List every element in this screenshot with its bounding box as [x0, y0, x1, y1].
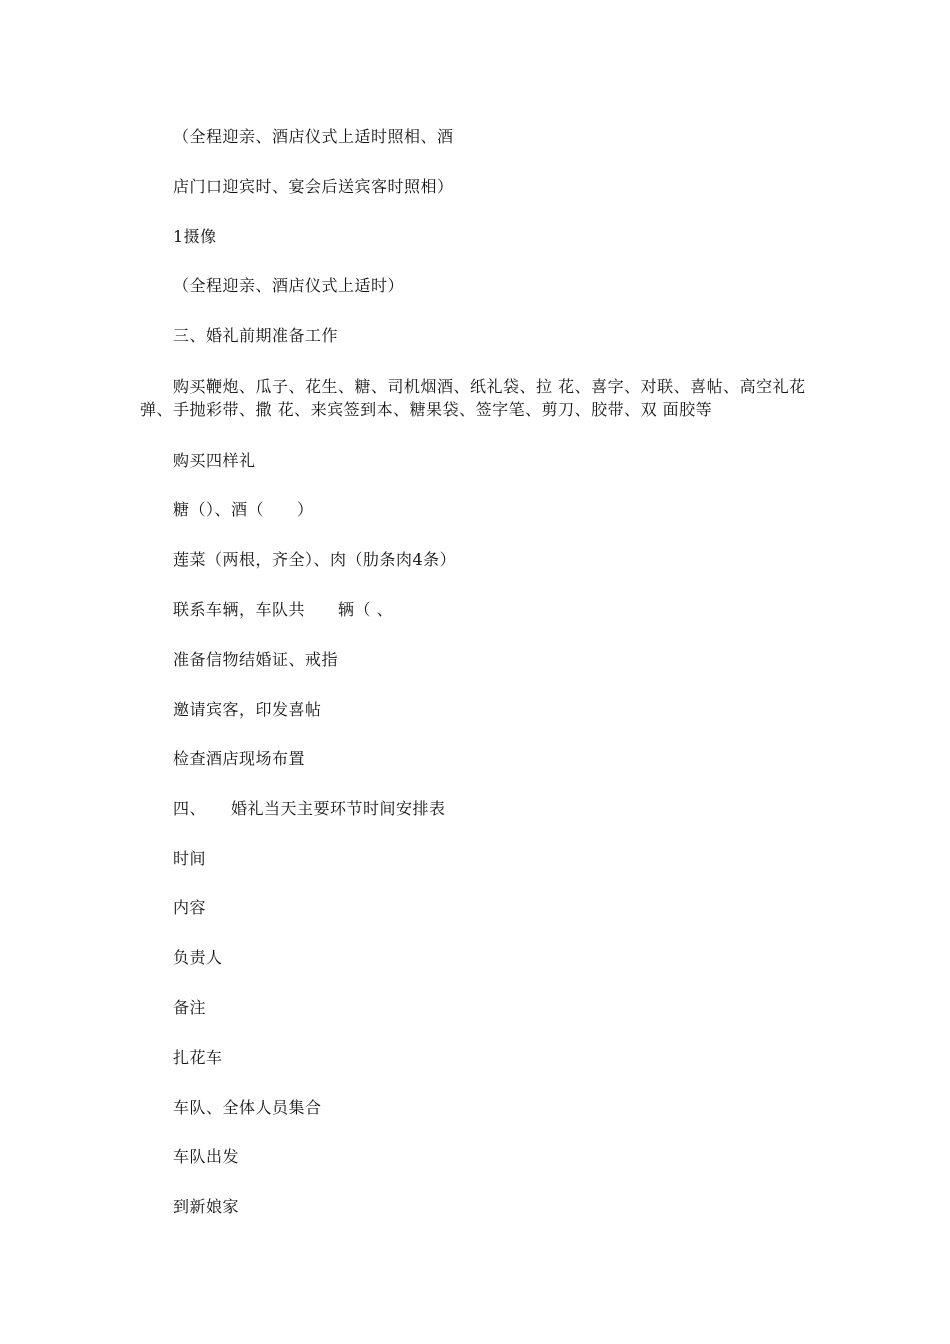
- text-line: 糖（）、酒（ ）: [173, 500, 314, 519]
- section-heading: 三、婚礼前期准备工作: [173, 326, 339, 345]
- text-line: 购买四样礼: [173, 451, 256, 470]
- text-line: （全程迎亲、酒店仪式上适时）: [173, 276, 405, 295]
- table-cell: 车队出发: [173, 1147, 240, 1166]
- table-cell: 扎花车: [173, 1048, 223, 1067]
- text-line: 店门口迎宾时、宴会后送宾客时照相）: [173, 177, 454, 196]
- table-cell: 到新娘家: [173, 1197, 240, 1216]
- text-line: 1摄像: [173, 227, 217, 246]
- table-header-cell: 内容: [173, 898, 207, 917]
- paragraph-text: 购买鞭炮、瓜子、花生、糖、司机烟酒、纸礼袋、拉 花、喜字、对联、喜帖、高空礼花弹、手抛彩带、撒 花、来宾签到本、糖果袋、签字笔、剪刀、胶带、双 面胶等: [140, 377, 806, 419]
- text-line: 准备信物结婚证、戒指: [173, 650, 339, 669]
- table-cell: 车队、全体人员集合: [173, 1098, 322, 1117]
- text-line: 莲菜（两根，齐全）、肉（肋条肉4条）: [173, 550, 457, 569]
- section-heading: 四、 婚礼当天主要环节时间安排表: [173, 799, 446, 818]
- text-line: 联系车辆，车队共 辆（ 、: [173, 600, 394, 619]
- text-line: （全程迎亲、酒店仪式上适时照相、酒: [173, 127, 454, 146]
- purchase-list-paragraph: [140, 375, 820, 421]
- text-line: 检查酒店现场布置: [173, 749, 306, 768]
- table-header-cell: 负责人: [173, 948, 223, 967]
- table-header-cell: 时间: [173, 849, 207, 868]
- table-header-cell: 备注: [173, 998, 207, 1017]
- text-line: 邀请宾客，印发喜帖: [173, 700, 322, 719]
